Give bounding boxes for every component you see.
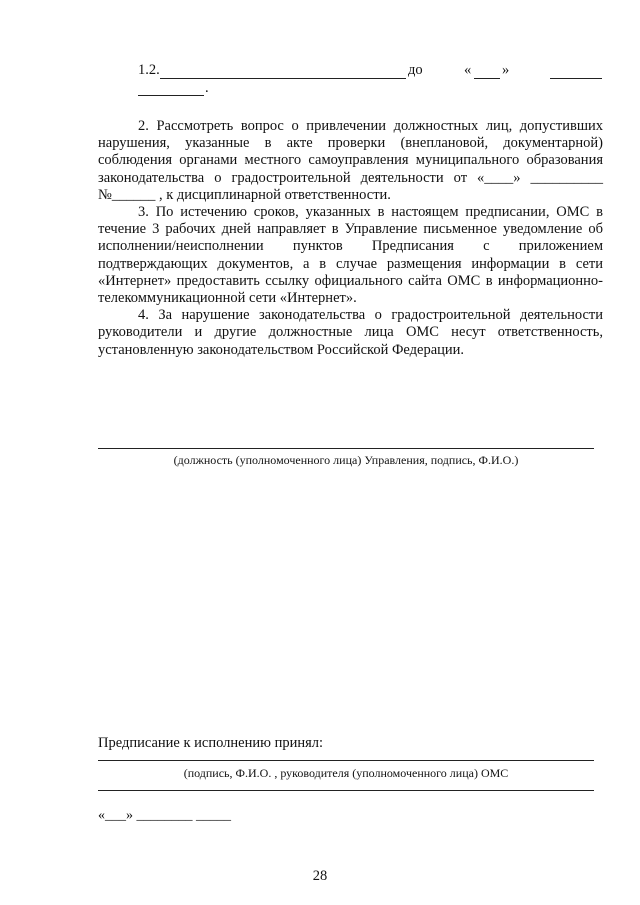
item-1-2-blank-day	[474, 78, 500, 79]
acceptance-label: Предписание к исполнению принял:	[98, 735, 324, 751]
authority-signature-line	[98, 448, 594, 449]
item-1-2-to-word: до	[408, 62, 423, 78]
item-1-2-blank-month	[550, 78, 602, 79]
paragraph-4: 4. За нарушение законодательства о градостроительной деятельности руководители и другие должностные лица ОМС несут ответственность, установленную законодательством Российской Федерации.	[98, 307, 603, 358]
item-1-2-blank-main	[160, 78, 406, 79]
acceptance-extra-line	[98, 790, 594, 791]
item-1-2-period: .	[205, 80, 209, 96]
paragraph-3: 3. По истечению сроков, указанных в настоящем предписании, ОМС в течение 3 рабочих дней направляет в Управление письменное уведомление об исполнении/неисполнении пунктов Предписания с приложением подтверждающих документов, а в случае размещения информации в сети «Интернет» предоставить ссылку официального сайта ОМС в информационно-телекоммуникационной сети «Интернет».	[98, 204, 603, 307]
main-paragraphs	[98, 118, 603, 359]
item-1-2-open-quote: «	[464, 62, 472, 78]
item-1-2-number: 1.2.	[138, 62, 160, 78]
page-number: 28	[312, 868, 328, 884]
authority-signature-caption: (должность (уполномоченного лица) Управления, подпись, Ф.И.О.)	[173, 453, 519, 467]
acceptance-signature-line	[98, 760, 594, 761]
item-1-2-blank-year	[138, 95, 204, 96]
item-1-2-close-quote: »	[502, 62, 510, 78]
acceptance-date: «___» ________ _____	[98, 808, 231, 823]
acceptance-signature-caption: (подпись, Ф.И.О. , руководителя (уполномоченного лица) ОМС	[183, 766, 509, 780]
paragraph-2: 2. Рассмотреть вопрос о привлечении должностных лиц, допустивших нарушения, указанные в акте проверки (внеплановой, документарной) соблюдения органами местного самоуправления муниципального образования законодательства о градостроительной деятельности от «____» __________ №______ , к дисциплинарной ответственности.	[98, 118, 603, 203]
